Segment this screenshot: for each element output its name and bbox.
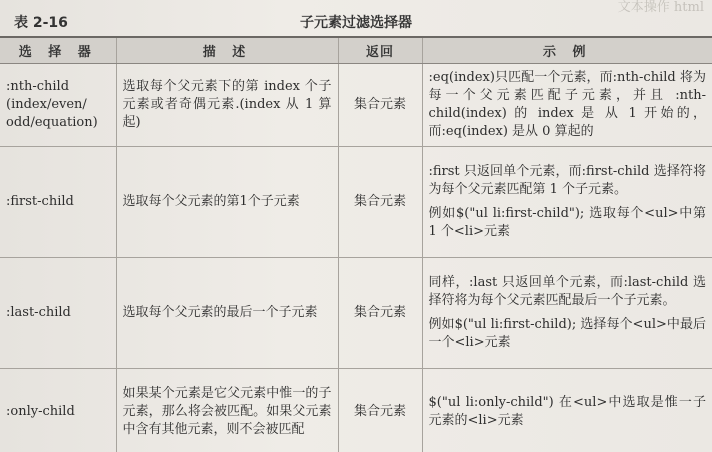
example-cell: [422, 147, 712, 258]
child-filter-selector-table: [0, 36, 712, 452]
returns-cell: 集合元素: [338, 258, 422, 369]
example-cell: [422, 258, 712, 369]
bleed-through-text: 文本操作 html: [617, 0, 704, 15]
example-text: 例如$("ul li:first-child"); 选取每个<ul>中第 1 个<li>元素: [428, 206, 706, 239]
returns-cell: 集合元素: [338, 147, 422, 258]
table-number: 表 2-16: [14, 15, 68, 31]
description-cell: 选取每个父元素的最后一个子元素: [116, 258, 338, 369]
table-caption: [0, 8, 712, 30]
header-example: 示 例: [422, 37, 712, 64]
returns-cell: 集合元素: [338, 369, 422, 452]
selector-cell: :nth-child (index/even/ odd/equation): [0, 64, 116, 147]
selector-cell: :only-child: [0, 369, 116, 452]
example-text: 例如$("ul li:first-child); 选择每个<ul>中最后一个<li>元素: [428, 317, 706, 350]
example-cell: [422, 369, 712, 452]
selector-cell: :first-child: [0, 147, 116, 258]
table-row: [0, 64, 712, 147]
header-returns: 返回: [338, 37, 422, 64]
returns-cell: 集合元素: [338, 64, 422, 147]
example-text: 同样，:last 只返回单个元素，而:last-child 选择符将为每个父元素匹配最后一个子元素。: [428, 275, 706, 308]
table-header-row: [0, 37, 712, 64]
example-text: $("ul li:only-child") 在<ul>中选取是惟一子元素的<li>元素: [428, 395, 706, 428]
description-cell: 选取每个父元素下的第 index 个子元素或者奇偶元素.(index 从 1 算起): [116, 64, 338, 147]
table-title: 子元素过滤选择器: [300, 15, 412, 31]
selector-cell: :last-child: [0, 258, 116, 369]
description-cell: 如果某个元素是它父元素中惟一的子元素，那么将会被匹配。如果父元素中含有其他元素，则不会被匹配: [116, 369, 338, 452]
example-text: :eq(index)只匹配一个元素，而:nth-child 将为每一个父元素匹配子元素，并且 :nth-child(index) 的 index 是 从 1 开始的，而:eq(index) 是从 0 算起的: [428, 70, 706, 139]
header-selector: 选 择 器: [0, 37, 116, 64]
description-cell: 选取每个父元素的第1个子元素: [116, 147, 338, 258]
example-text: :first 只返回单个元素，而:first-child 选择符将为每个父元素匹配第 1 个子元素。: [428, 164, 706, 197]
table-row: [0, 258, 712, 369]
table-row: [0, 369, 712, 452]
header-description: 描 述: [116, 37, 338, 64]
table-row: [0, 147, 712, 258]
example-cell: [422, 64, 712, 147]
